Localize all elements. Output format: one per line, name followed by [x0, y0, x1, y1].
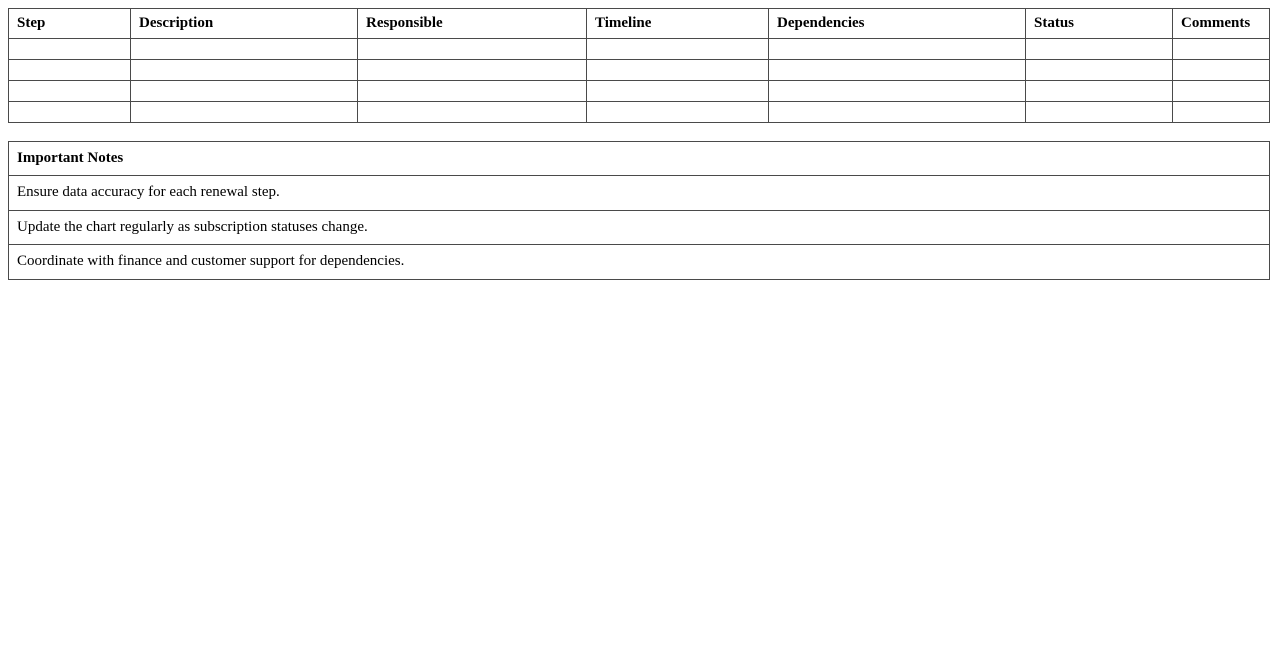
table-spacer [8, 123, 1270, 141]
column-header-dependencies: Dependencies [769, 9, 1026, 39]
cell-dependencies[interactable] [769, 101, 1026, 122]
cell-comments[interactable] [1173, 101, 1270, 122]
note-text: Ensure data accuracy for each renewal step. [9, 176, 1270, 211]
cell-dependencies[interactable] [769, 80, 1026, 101]
note-row [9, 245, 1270, 280]
cell-status[interactable] [1026, 38, 1173, 59]
cell-responsible[interactable] [358, 59, 587, 80]
cell-responsible[interactable] [358, 101, 587, 122]
cell-timeline[interactable] [587, 80, 769, 101]
cell-step[interactable] [9, 80, 131, 101]
column-header-status: Status [1026, 9, 1173, 39]
notes-header-row [9, 141, 1270, 176]
cell-status[interactable] [1026, 101, 1173, 122]
renewal-steps-table [8, 8, 1270, 123]
cell-comments[interactable] [1173, 59, 1270, 80]
note-text: Update the chart regularly as subscription statuses change. [9, 210, 1270, 245]
table-body [9, 38, 1270, 122]
note-row [9, 210, 1270, 245]
notes-header [9, 141, 1270, 176]
table-row [9, 80, 1270, 101]
cell-dependencies[interactable] [769, 38, 1026, 59]
cell-status[interactable] [1026, 80, 1173, 101]
column-header-step: Step [9, 9, 131, 39]
cell-responsible[interactable] [358, 80, 587, 101]
cell-description[interactable] [131, 38, 358, 59]
cell-timeline[interactable] [587, 59, 769, 80]
column-header-timeline: Timeline [587, 9, 769, 39]
note-text: Coordinate with finance and customer support for dependencies. [9, 245, 1270, 280]
table-row [9, 38, 1270, 59]
table-header [9, 9, 1270, 39]
document-page [0, 0, 1278, 280]
cell-description[interactable] [131, 59, 358, 80]
table-row [9, 59, 1270, 80]
cell-step[interactable] [9, 101, 131, 122]
cell-description[interactable] [131, 80, 358, 101]
notes-title: Important Notes [9, 141, 1270, 176]
cell-timeline[interactable] [587, 38, 769, 59]
cell-step[interactable] [9, 38, 131, 59]
cell-description[interactable] [131, 101, 358, 122]
important-notes-table [8, 141, 1270, 280]
note-row [9, 176, 1270, 211]
header-row [9, 9, 1270, 39]
cell-status[interactable] [1026, 59, 1173, 80]
cell-step[interactable] [9, 59, 131, 80]
cell-comments[interactable] [1173, 38, 1270, 59]
cell-comments[interactable] [1173, 80, 1270, 101]
notes-body [9, 176, 1270, 280]
cell-responsible[interactable] [358, 38, 587, 59]
column-header-description: Description [131, 9, 358, 39]
cell-timeline[interactable] [587, 101, 769, 122]
cell-dependencies[interactable] [769, 59, 1026, 80]
table-row [9, 101, 1270, 122]
column-header-comments: Comments [1173, 9, 1270, 39]
column-header-responsible: Responsible [358, 9, 587, 39]
